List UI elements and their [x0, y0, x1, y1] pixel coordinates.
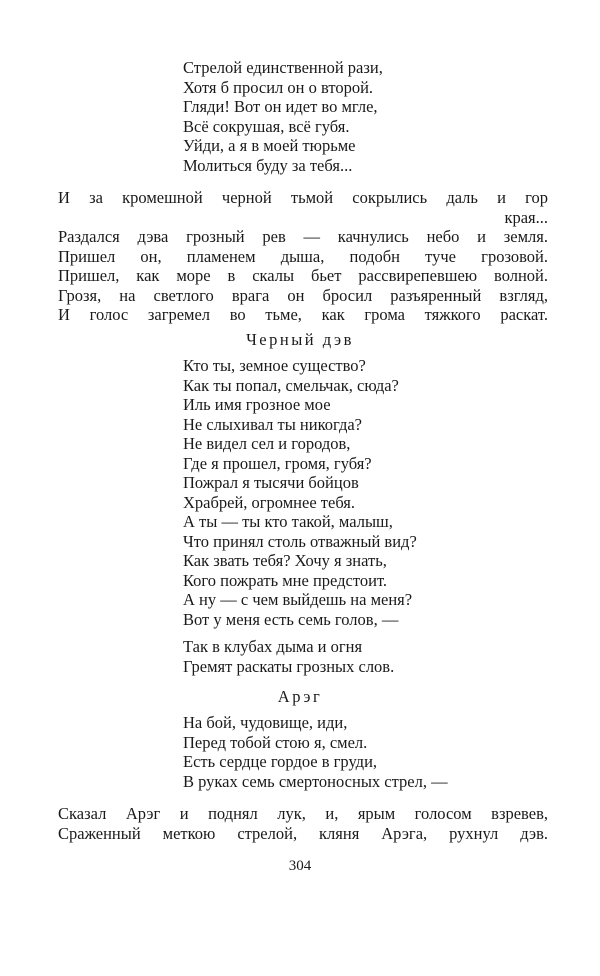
verse-line: Гремят раскаты грозных слов.	[183, 656, 395, 676]
verse-line: А ну — с чем выйдешь на меня?	[183, 590, 413, 609]
verse-line: Не видел сел и городов,	[183, 434, 351, 453]
verse-line: Кого пожрать мне предстоит.	[183, 570, 388, 590]
verse-line: Храбрей, огромнее тебя.	[183, 492, 356, 512]
verse-line: На бой, чудовище, иди,	[183, 713, 348, 732]
verse-line: Молиться буду за тебя...	[183, 155, 353, 175]
verse-line: Как ты попал, смельчак, сюда?	[183, 375, 399, 395]
narrative-line: Сказал Арэг и поднял лук, и, ярым голосом взревев,	[58, 804, 548, 823]
stanza-areg-reply	[183, 713, 448, 791]
verse-line: А ты — ты кто такой, малыш,	[183, 512, 393, 531]
verse-line: Не слыхивал ты никогда?	[183, 414, 362, 434]
narrative-line: Грозя, на светлого врага он бросил разъяренный взгляд,	[58, 285, 548, 305]
narrative-line-continuation: края...	[504, 207, 548, 227]
verse-line: Иль имя грозное мое	[183, 395, 331, 414]
narrative-line: Пришел, как море в скалы бьет рассвирепевшею волной.	[58, 266, 548, 285]
verse-line: Что принял столь отважный вид?	[183, 531, 417, 551]
verse-line: Стрелой единственной рази,	[183, 58, 383, 77]
verse-line: Уйди, а я в моей тюрьме	[183, 136, 356, 155]
verse-line: Есть сердце гордое в груди,	[183, 752, 378, 771]
verse-line: Где я прошел, громя, губя?	[183, 453, 372, 473]
narrative-line: И за кромешной черной тьмой сокрылись даль и гор	[58, 188, 548, 207]
stanza-plea	[183, 58, 383, 175]
narrative-arrival	[58, 188, 548, 325]
narrative-line: Раздался дэва грозный рев — качнулись небо и земля.	[58, 227, 548, 246]
page-number: 304	[288, 858, 312, 874]
verse-line: Гляди! Вот он идет во мгле,	[183, 97, 378, 116]
verse-line: Кто ты, земное существо?	[183, 356, 366, 375]
verse-line: Хотя б просил он о второй.	[183, 77, 374, 97]
verse-line: Пожрал я тысячи бойцов	[183, 473, 359, 492]
speaker-heading-black-dev: Черный дэв	[246, 330, 354, 349]
verse-line: Всё сокрушая, всё губя.	[183, 116, 350, 136]
stanza-thunder	[183, 637, 394, 676]
verse-line: Так в клубах дыма и огня	[183, 637, 363, 656]
narrative-ending	[58, 804, 548, 843]
speaker-heading-areg: Арэг	[277, 687, 323, 706]
narrative-line: И голос загремел во тьме, как грома тяжкого раскат.	[58, 305, 548, 324]
narrative-line: Сраженный меткою стрелой, кляня Арэга, рухнул дэв.	[58, 823, 548, 843]
narrative-line: Пришел он, пламенем дыша, подобн туче грозовой.	[58, 246, 548, 266]
verse-line: Вот у меня есть семь голов, —	[183, 609, 399, 629]
verse-line: Перед тобой стою я, смел.	[183, 732, 368, 752]
stanza-dev-speech	[183, 356, 417, 629]
verse-line: Как звать тебя? Хочу я знать,	[183, 551, 387, 570]
verse-line: В руках семь смертоносных стрел, —	[183, 771, 448, 791]
